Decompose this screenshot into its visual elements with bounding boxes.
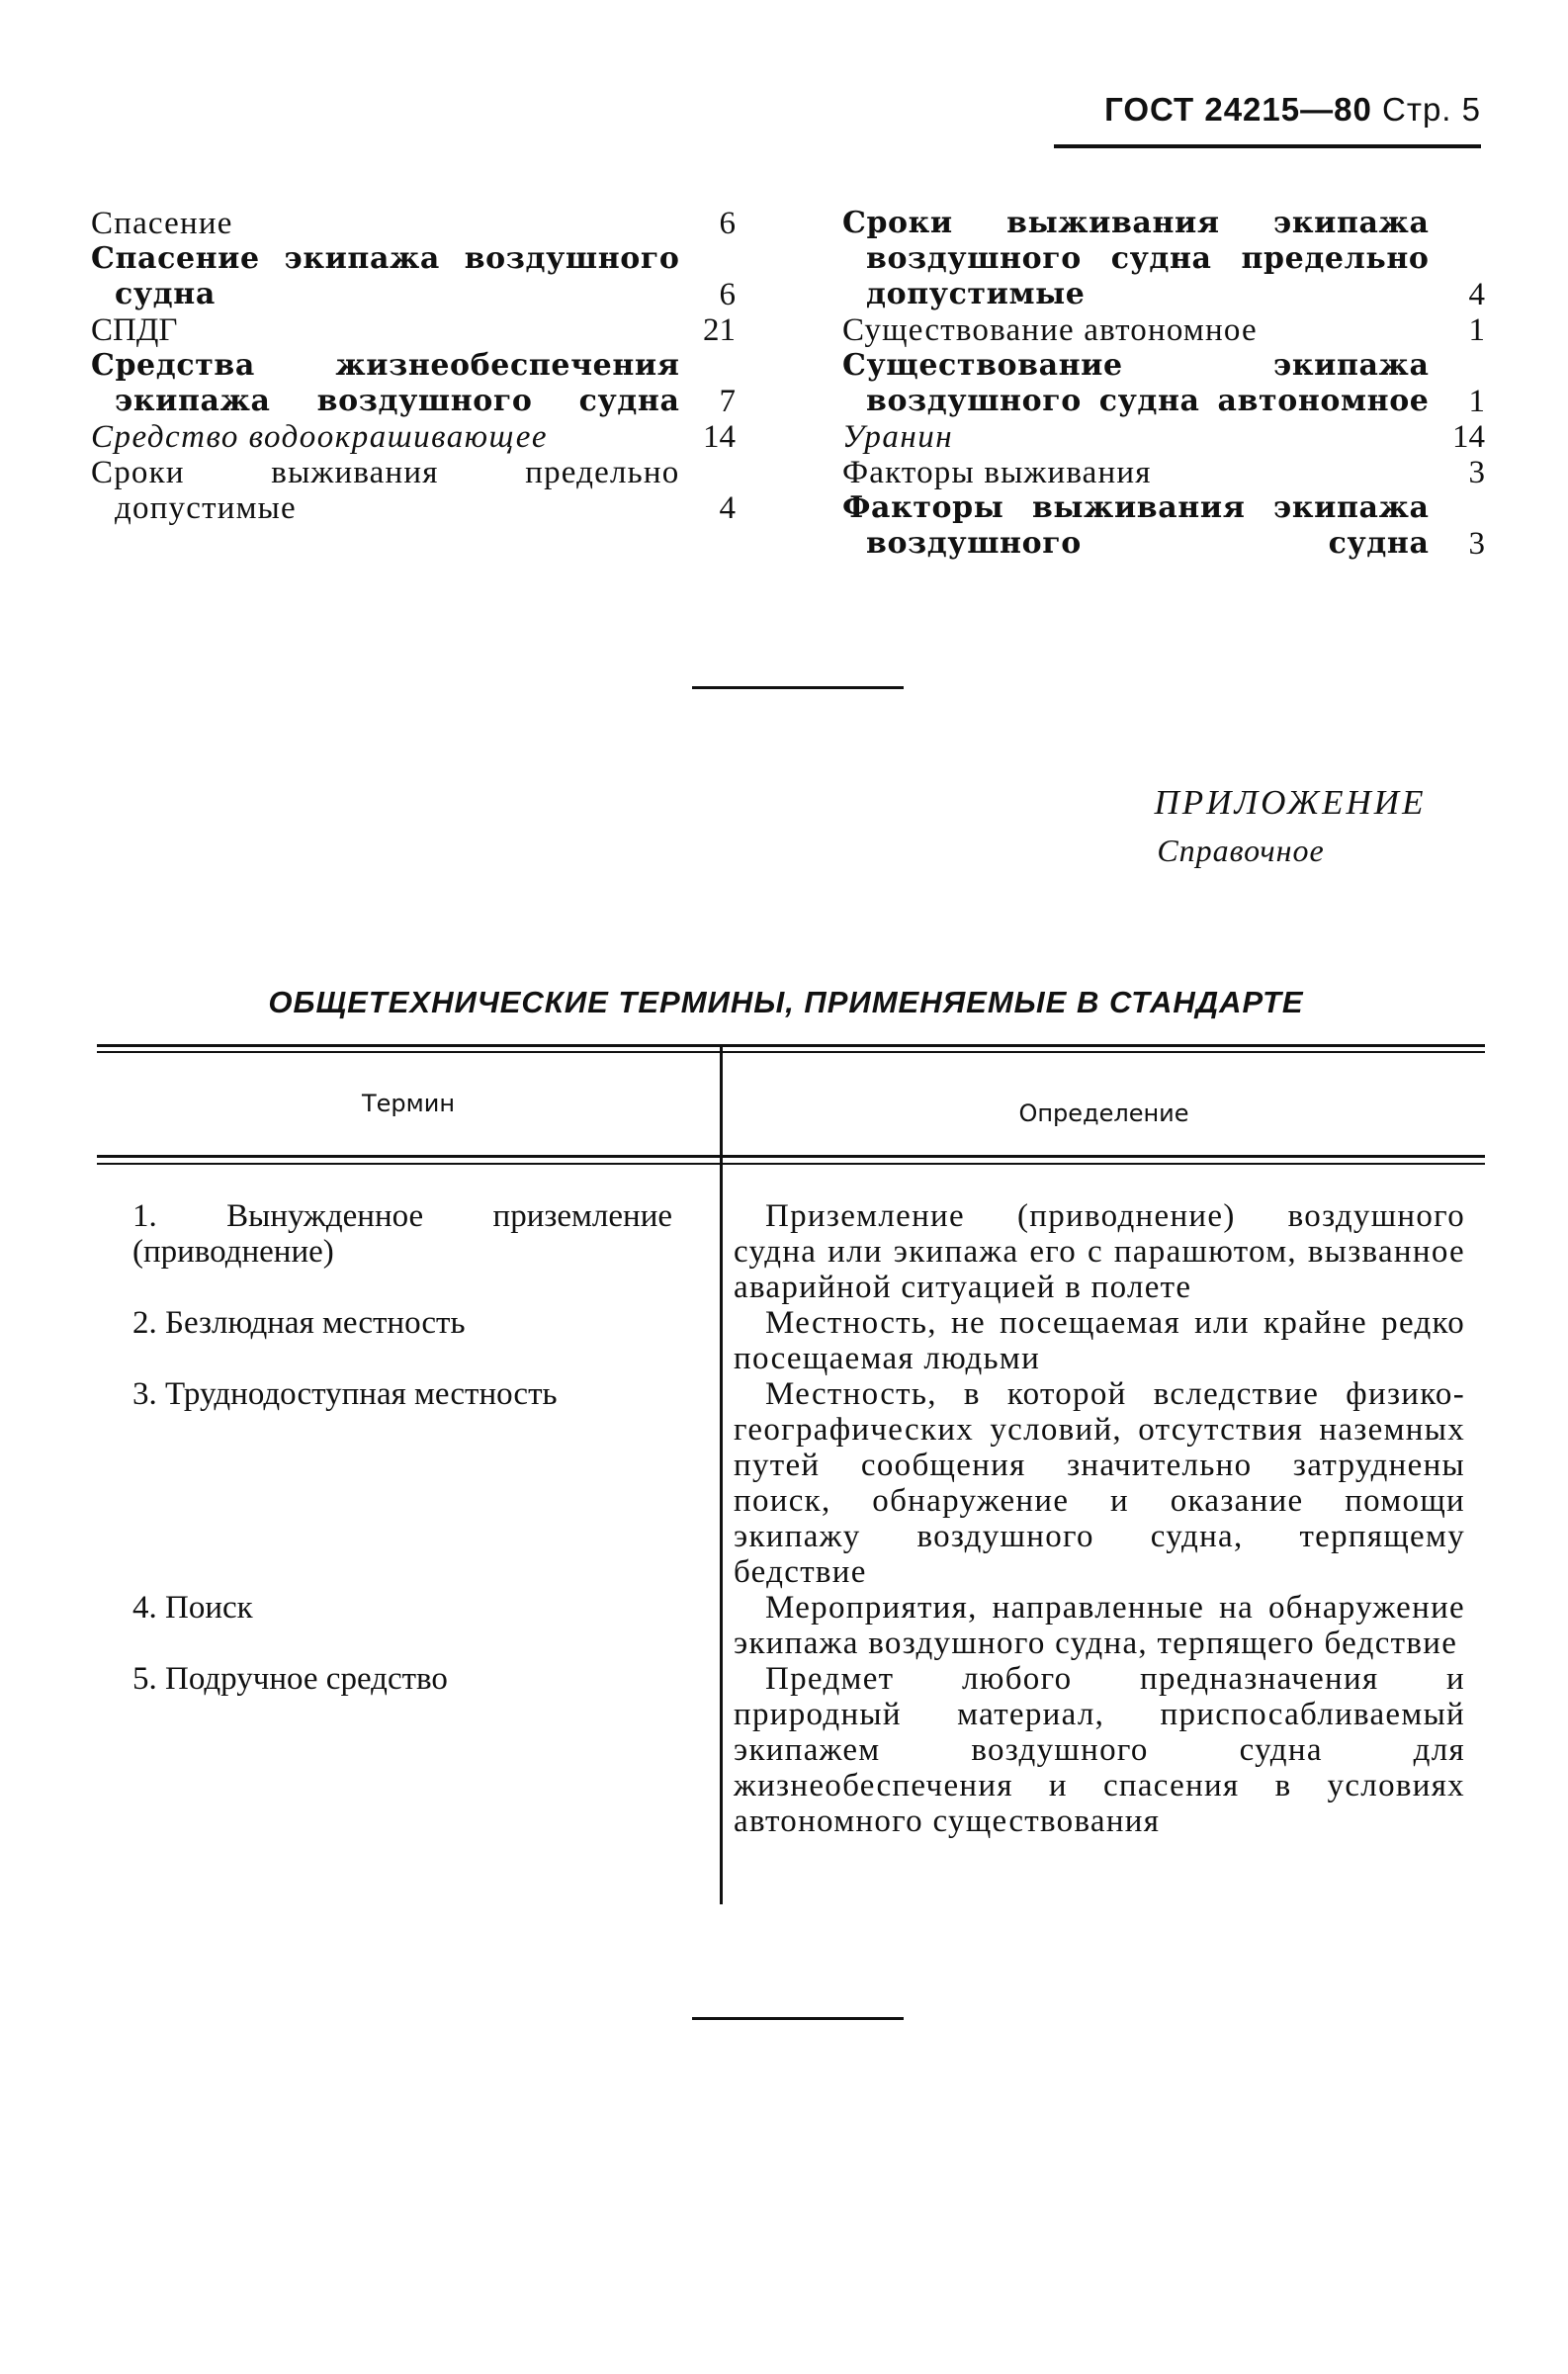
section-separator bbox=[692, 686, 904, 689]
table-top-rule-inner bbox=[97, 1051, 1485, 1053]
table-header-rule-inner bbox=[97, 1163, 1485, 1165]
table-row bbox=[97, 1305, 1485, 1376]
table-cell-definition: Местность, в которой вследствие физико-географических условий, отсутствия наземных путей сообщения значительно затруднены поиск, обнаружение и оказание помощи экипажу воздушного судна, терпящему бедствие bbox=[734, 1376, 1465, 1590]
index-term: Факторы выживания bbox=[842, 455, 1152, 490]
index-page: 7 bbox=[719, 384, 736, 419]
section-title: ОБЩЕТЕХНИЧЕСКИЕ ТЕРМИНЫ, ПРИМЕНЯЕМЫЕ В СТАНДАРТЕ bbox=[268, 985, 1304, 1019]
index-term: Сроки выживания экипажа воздушного судна предельно допустимые bbox=[842, 206, 1430, 311]
index-term: Сроки выживания предельно допустимые bbox=[91, 455, 680, 526]
table-header-term: Термин bbox=[361, 1090, 456, 1117]
index-term: СПДГ bbox=[91, 312, 178, 348]
index-term: Существование экипажа воздушного судна автономное bbox=[842, 348, 1430, 418]
index-page: 4 bbox=[1468, 277, 1485, 312]
index-page: 1 bbox=[1468, 312, 1485, 348]
index-page: 3 bbox=[1468, 526, 1485, 562]
index-term: Спасение bbox=[91, 206, 233, 241]
page-label: Стр. 5 bbox=[1382, 91, 1481, 128]
index-entry bbox=[91, 241, 736, 312]
table-header-rule bbox=[97, 1155, 1485, 1158]
index-page: 6 bbox=[719, 206, 736, 241]
index-page: 4 bbox=[719, 490, 736, 526]
table-cell-term bbox=[97, 1305, 684, 1376]
index-column-right bbox=[842, 206, 1485, 562]
table-cell-definition: Местность, не посещаемая или крайне редко посещаемая людьми bbox=[734, 1305, 1465, 1376]
index-entry bbox=[842, 312, 1485, 348]
running-header bbox=[1054, 91, 1481, 129]
table-top-rule bbox=[97, 1044, 1485, 1047]
term-text: 4. Поиск bbox=[132, 1590, 253, 1626]
index-term: Средства жизнеобеспечения экипажа воздушного судна bbox=[91, 348, 680, 418]
index-entry bbox=[842, 348, 1485, 419]
index-term: Спасение экипажа воздушного судна bbox=[91, 241, 680, 311]
index-term: Уранин bbox=[842, 419, 954, 455]
table-cell-term bbox=[97, 1661, 684, 1839]
index-page: 14 bbox=[703, 419, 736, 455]
table-cell-term bbox=[97, 1590, 684, 1661]
index-column-left bbox=[91, 206, 736, 526]
term-text: 1. Вынужденное приземление (приводнение) bbox=[132, 1198, 672, 1270]
term-text: 5. Подручное средство bbox=[132, 1661, 448, 1697]
index-entry bbox=[91, 206, 736, 241]
table-row bbox=[97, 1198, 1485, 1305]
table-cell-term bbox=[97, 1198, 684, 1305]
term-text: 3. Труднодоступная местность bbox=[132, 1376, 558, 1412]
index-entry bbox=[91, 348, 736, 419]
index-page: 6 bbox=[719, 277, 736, 312]
table-row bbox=[97, 1590, 1485, 1661]
index-page: 1 bbox=[1468, 384, 1485, 419]
end-separator bbox=[692, 2017, 904, 2020]
index-term: Средство водоокрашивающее bbox=[91, 419, 549, 455]
index-entry bbox=[842, 455, 1485, 490]
index-term: Факторы выживания экипажа воздушного судна bbox=[842, 490, 1430, 561]
table-row bbox=[97, 1661, 1485, 1839]
index-entry bbox=[91, 419, 736, 455]
index-page: 21 bbox=[703, 312, 736, 348]
index-page: 14 bbox=[1452, 419, 1485, 455]
table-cell-definition: Мероприятия, направленные на обнаружение экипажа воздушного судна, терпящего бедствие bbox=[734, 1590, 1465, 1661]
term-text: 2. Безлюдная местность bbox=[132, 1305, 466, 1341]
standard-number: ГОСТ 24215—80 bbox=[1104, 91, 1372, 128]
index-entry bbox=[842, 490, 1485, 562]
index-page: 3 bbox=[1468, 455, 1485, 490]
index-entry bbox=[842, 419, 1485, 455]
appendix-subtitle: Справочное bbox=[1157, 833, 1325, 868]
appendix-title: ПРИЛОЖЕНИЕ bbox=[1154, 783, 1427, 822]
index-entry bbox=[842, 206, 1485, 312]
header-rule bbox=[1054, 144, 1481, 148]
index-entry bbox=[91, 312, 736, 348]
table-header-definition: Определение bbox=[1018, 1099, 1189, 1127]
table-body bbox=[97, 1198, 1485, 1839]
table-cell-term bbox=[97, 1376, 684, 1590]
index-term: Существование автономное bbox=[842, 312, 1258, 348]
table-cell-definition: Приземление (приводнение) воздушного судна или экипажа его с парашютом, вызванное аварийной ситуацией в полете bbox=[734, 1198, 1465, 1305]
index-entry bbox=[91, 455, 736, 526]
table-cell-definition: Предмет любого предназначения и природный материал, приспосабливаемый экипажем воздушного судна для жизнеобеспечения и спасения в условиях автономного существования bbox=[734, 1661, 1465, 1839]
table-row bbox=[97, 1376, 1485, 1590]
